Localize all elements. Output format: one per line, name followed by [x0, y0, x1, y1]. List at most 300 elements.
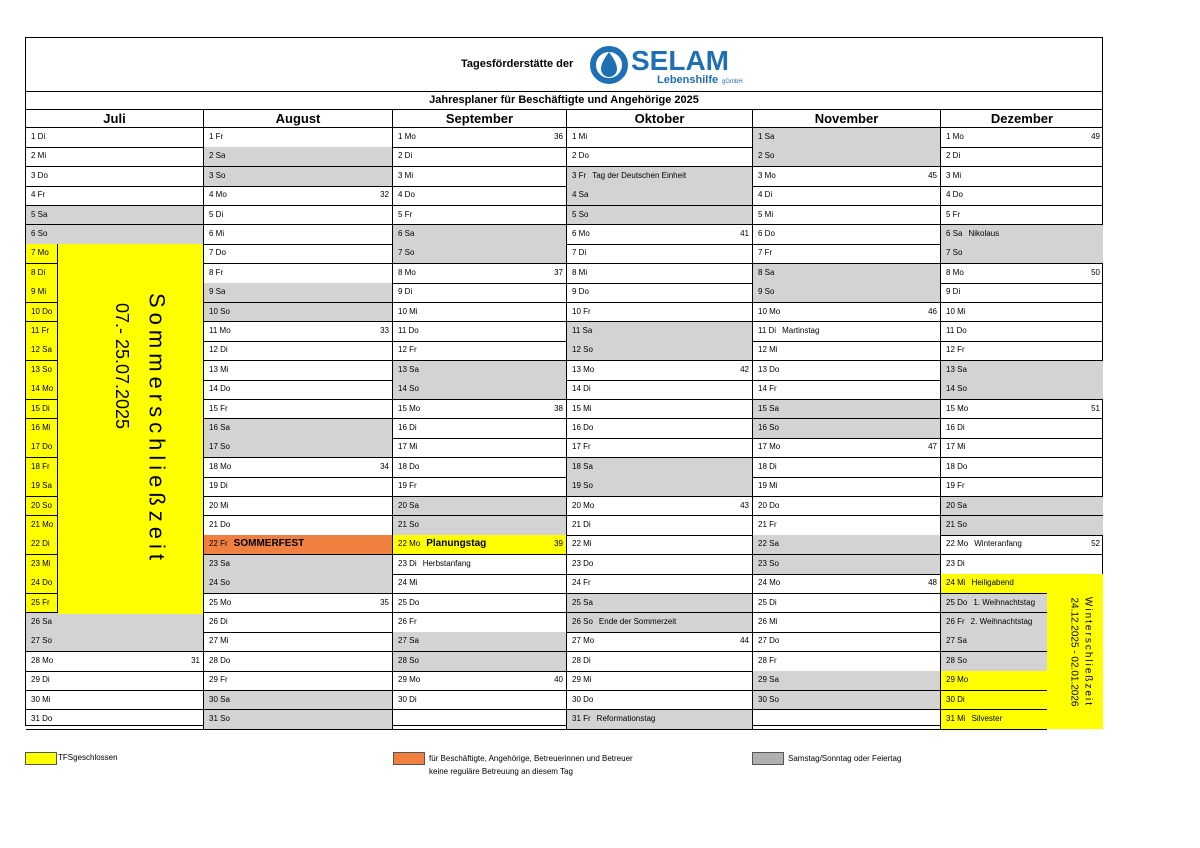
day-cell [26, 497, 58, 517]
event-label: 2. Weihnachtstag [970, 617, 1033, 626]
day-label: 2 Sa [209, 151, 226, 161]
day-label: 9 Sa [209, 287, 226, 297]
day-cell [753, 535, 941, 555]
day-cell [393, 128, 567, 148]
week-number: 35 [380, 597, 389, 607]
day-label: 2 Di [946, 151, 961, 161]
day-cell [753, 652, 941, 672]
winter-break-band [1047, 574, 1103, 729]
day-cell [204, 322, 393, 342]
day-label: 16 Mi [31, 423, 51, 432]
day-label: 16 Di [398, 423, 417, 432]
legend-weekend-swatch [752, 752, 784, 765]
day-label: 1 Mi [572, 132, 588, 141]
day-label: 6 Sa Nikolaus [946, 229, 1000, 238]
day-label: 10 Mo [758, 306, 781, 316]
legend-closed-label: TFSgeschlossen [58, 753, 118, 762]
day-label: 2 Mi [31, 151, 47, 161]
day-label: 8 Mo [946, 267, 964, 277]
day-cell [753, 341, 941, 361]
day-cell [204, 225, 393, 245]
day-label: 5 Sa [31, 209, 48, 219]
week-number: 43 [740, 500, 749, 510]
day-cell [26, 225, 204, 245]
day-label: 4 Do [946, 190, 963, 200]
day-label: 18 Di [758, 461, 777, 471]
day-label: 10 Fr [572, 306, 591, 316]
day-cell [26, 380, 58, 400]
day-label: 20 Sa [398, 500, 419, 510]
day-cell [753, 206, 941, 226]
day-cell [393, 341, 567, 361]
day-cell [753, 555, 941, 575]
day-cell [393, 477, 567, 497]
day-cell [204, 186, 393, 206]
day-label: 30 Di [398, 694, 417, 704]
day-cell [393, 555, 567, 575]
day-label: 20 Do [758, 500, 780, 510]
day-cell [393, 691, 567, 711]
day-label: 30 Mi [31, 694, 51, 704]
day-cell [567, 128, 753, 148]
event-label: Nikolaus [968, 229, 1000, 238]
day-label: 13 So [31, 364, 52, 374]
day-cell [204, 167, 393, 187]
day-label: 11 Di Martinstag [758, 326, 820, 335]
week-number: 47 [928, 442, 937, 452]
day-label: 19 Di [209, 481, 228, 491]
day-cell [753, 574, 941, 594]
day-cell [941, 516, 1103, 536]
day-cell [393, 671, 567, 691]
week-number: 44 [740, 636, 749, 646]
day-cell [26, 555, 58, 575]
day-label: 28 So [398, 655, 419, 665]
day-label: 24 So [209, 578, 230, 588]
day-label: 25 Do 1. Weihnachtstag [946, 597, 1036, 607]
day-label: 5 So [572, 209, 589, 219]
day-cell [941, 361, 1103, 381]
day-cell [204, 147, 393, 167]
day-cell [204, 438, 393, 458]
day-label: 26 Di [209, 617, 228, 626]
day-cell [567, 458, 753, 478]
day-cell [753, 147, 941, 167]
event-label: Herbstanfang [422, 558, 471, 568]
day-label: 23 So [758, 558, 779, 568]
day-cell [567, 691, 753, 711]
day-cell [753, 632, 941, 652]
day-label: 30 Di [946, 694, 965, 704]
day-label: 2 Do [572, 151, 589, 161]
day-cell [26, 691, 204, 711]
month-header-oktober: Oktober [567, 110, 753, 128]
day-label: 21 Di [572, 520, 591, 529]
day-cell [393, 167, 567, 187]
day-cell [753, 167, 941, 187]
day-label: 20 Sa [946, 500, 967, 510]
day-cell [393, 361, 567, 381]
day-cell [941, 264, 1103, 284]
day-label: 16 Di [946, 423, 965, 432]
week-number: 45 [928, 170, 937, 180]
day-label: 9 Do [572, 287, 589, 297]
day-label: 21 Mo [31, 520, 54, 529]
week-number: 32 [380, 190, 389, 200]
legend-event-line2: keine reguläre Betreuung an diesem Tag [429, 767, 573, 776]
day-label: 4 Di [758, 190, 773, 200]
winter-break-dates: 24.12.2025 - 02.01.2026 [1069, 597, 1080, 707]
day-label: 26 Sa [31, 617, 52, 626]
day-cell [753, 186, 941, 206]
day-label: 29 Mi [572, 675, 592, 685]
legend-event-line1: für Beschäftigte, Angehörige, Betreuerinnen und Betreuer [429, 754, 633, 763]
day-label: 13 Sa [946, 364, 967, 374]
day-cell [753, 594, 941, 614]
day-cell [567, 594, 753, 614]
day-label: 24 Mi Heiligabend [946, 578, 1014, 588]
day-label: 16 Sa [209, 423, 230, 432]
day-label: 25 Fr [31, 597, 50, 607]
day-label: 23 Di Herbstanfang [398, 558, 471, 568]
day-cell [393, 380, 567, 400]
day-label: 26 Fr [398, 617, 417, 626]
week-number: 46 [928, 306, 937, 316]
day-cell [393, 147, 567, 167]
day-cell [753, 283, 941, 303]
day-cell [204, 632, 393, 652]
day-cell [567, 497, 753, 517]
day-label: 20 Mi [209, 500, 229, 510]
day-cell [567, 225, 753, 245]
day-label: 13 Sa [398, 364, 419, 374]
day-label: 4 Fr [31, 190, 46, 200]
day-cell [204, 477, 393, 497]
day-label: 29 Di [31, 675, 50, 685]
day-label: 10 Mi [946, 306, 966, 316]
selam-logo [589, 43, 749, 87]
day-cell [26, 361, 58, 381]
day-label: 27 Mo [572, 636, 595, 646]
day-label: 25 Sa [572, 597, 593, 607]
week-number: 34 [380, 461, 389, 471]
day-cell [204, 594, 393, 614]
day-cell [204, 361, 393, 381]
day-label: 14 Do [209, 384, 231, 394]
day-label: 5 Fr [398, 209, 413, 219]
day-label: 2 So [758, 151, 775, 161]
day-cell [753, 458, 941, 478]
day-cell [26, 710, 204, 730]
day-cell [204, 710, 393, 730]
day-label: 27 Sa [398, 636, 419, 646]
day-cell [941, 477, 1103, 497]
day-label: 15 Mi [572, 403, 592, 413]
day-label: 30 Do [572, 694, 594, 704]
day-cell [393, 303, 567, 323]
day-label: 22 Di [31, 539, 50, 549]
day-label: 11 Fr [31, 326, 50, 335]
day-cell [753, 419, 941, 439]
day-label: 6 Do [758, 229, 775, 238]
event-label: SOMMERFEST [233, 538, 305, 550]
day-label: 22 Fr SOMMERFEST [209, 538, 305, 550]
day-label: 16 Do [572, 423, 594, 432]
day-label: 21 Fr [758, 520, 777, 529]
planner-title: Jahresplaner für Beschäftigte und Angehörige 2025 [26, 91, 1102, 110]
day-cell [941, 186, 1103, 206]
day-label: 12 Sa [31, 345, 52, 355]
day-cell [753, 361, 941, 381]
day-cell [26, 244, 58, 264]
day-label: 7 So [946, 248, 963, 258]
day-label: 1 Mo [398, 132, 416, 141]
day-label: 22 Mi [572, 539, 592, 549]
day-cell [941, 303, 1103, 323]
day-cell [753, 497, 941, 517]
day-label: 28 Fr [758, 655, 777, 665]
day-label: 15 Sa [758, 403, 779, 413]
legend-event-swatch [393, 752, 425, 765]
day-cell [393, 419, 567, 439]
day-cell [567, 283, 753, 303]
week-number: 48 [928, 578, 937, 588]
day-cell [204, 400, 393, 420]
week-number: 41 [740, 229, 749, 238]
day-cell [941, 244, 1103, 264]
day-cell [753, 128, 941, 148]
day-label: 29 Sa [758, 675, 779, 685]
day-cell [753, 691, 941, 711]
summer-break-band [58, 244, 204, 614]
day-cell [393, 613, 567, 633]
day-cell [204, 419, 393, 439]
day-cell [204, 380, 393, 400]
week-number: 40 [554, 675, 563, 685]
day-label: 11 Sa [572, 326, 593, 335]
day-cell [204, 535, 393, 555]
day-label: 17 Fr [572, 442, 591, 452]
day-cell [393, 206, 567, 226]
week-number: 50 [1091, 267, 1100, 277]
day-cell [941, 497, 1103, 517]
day-cell [393, 710, 567, 730]
day-label: 11 Mo [209, 326, 231, 335]
week-number: 38 [554, 403, 563, 413]
day-label: 30 Sa [209, 694, 230, 704]
day-cell [204, 555, 393, 575]
day-cell [753, 264, 941, 284]
day-cell [567, 671, 753, 691]
day-label: 31 So [209, 714, 230, 723]
day-label: 17 Mi [946, 442, 966, 452]
day-cell [567, 206, 753, 226]
day-label: 9 Mi [31, 287, 47, 297]
day-label: 12 So [572, 345, 593, 355]
day-cell [753, 400, 941, 420]
day-label: 10 So [209, 306, 230, 316]
logo-main: SELAM [631, 45, 729, 76]
day-cell [567, 341, 753, 361]
day-cell [26, 574, 58, 594]
day-label: 13 Do [758, 364, 780, 374]
day-cell [567, 264, 753, 284]
day-label: 9 Di [946, 287, 961, 297]
month-header-juli: Juli [26, 110, 204, 128]
day-label: 28 Mo [31, 655, 54, 665]
day-label: 23 Do [572, 558, 594, 568]
day-cell [393, 264, 567, 284]
day-cell [753, 516, 941, 536]
day-cell [393, 497, 567, 517]
day-cell [26, 186, 204, 206]
day-label: 26 Mi [758, 617, 778, 626]
calendar-frame [25, 37, 1103, 726]
week-number: 42 [740, 364, 749, 374]
day-cell [941, 555, 1103, 575]
day-label: 8 Sa [758, 267, 775, 277]
day-label: 29 Fr [209, 675, 228, 685]
day-label: 7 Fr [758, 248, 773, 258]
day-cell [941, 128, 1103, 148]
day-label: 24 Mo [758, 578, 781, 588]
day-cell [753, 671, 941, 691]
day-cell [941, 438, 1103, 458]
day-cell [567, 438, 753, 458]
day-cell [567, 535, 753, 555]
day-label: 25 Mo [209, 597, 232, 607]
day-cell [26, 516, 58, 536]
day-label: 29 Mo [946, 675, 969, 685]
day-label: 17 So [209, 442, 230, 452]
day-cell [567, 147, 753, 167]
day-label: 31 Fr Reformationstag [572, 714, 656, 723]
day-label: 6 So [31, 229, 48, 238]
day-label: 9 So [758, 287, 775, 297]
day-label: 3 So [209, 170, 226, 180]
day-label: 19 Mi [758, 481, 778, 491]
event-label: Martinstag [782, 326, 820, 335]
day-cell [393, 322, 567, 342]
day-cell [753, 477, 941, 497]
day-label: 18 Fr [31, 461, 50, 471]
day-cell [941, 535, 1103, 555]
day-cell [941, 691, 1047, 711]
day-label: 12 Fr [398, 345, 417, 355]
day-cell [204, 128, 393, 148]
day-cell [26, 147, 204, 167]
legend-weekend-label: Samstag/Sonntag oder Feiertag [788, 754, 902, 763]
event-label: Planungstag [426, 538, 487, 550]
day-label: 8 Mo [398, 267, 416, 277]
day-label: 23 Mi [31, 558, 51, 568]
day-label: 18 Sa [572, 461, 593, 471]
day-cell [393, 516, 567, 536]
day-cell [941, 225, 1103, 245]
month-header-november: November [753, 110, 941, 128]
day-label: 19 Fr [946, 481, 965, 491]
day-label: 3 Fr Tag der Deutschen Einheit [572, 170, 687, 180]
week-number: 49 [1091, 132, 1100, 141]
day-cell [26, 322, 58, 342]
day-cell [204, 341, 393, 361]
day-label: 30 So [758, 694, 779, 704]
day-cell [393, 632, 567, 652]
event-label: Winteranfang [974, 539, 1022, 549]
day-label: 2 Di [398, 151, 413, 161]
day-cell [204, 303, 393, 323]
day-cell [26, 594, 58, 614]
day-cell [204, 691, 393, 711]
day-cell [26, 264, 58, 284]
day-cell [26, 652, 204, 672]
header [26, 38, 1102, 92]
org-label: Tagesförderstätte der [461, 58, 574, 70]
day-label: 14 Fr [758, 384, 777, 394]
day-label: 19 Sa [31, 481, 52, 491]
day-cell [941, 458, 1103, 478]
day-cell [941, 380, 1103, 400]
day-cell [941, 322, 1103, 342]
week-number: 37 [554, 267, 563, 277]
day-label: 13 Mi [209, 364, 229, 374]
day-cell [393, 652, 567, 672]
day-cell [567, 322, 753, 342]
day-cell [393, 458, 567, 478]
day-label: 18 Do [946, 461, 968, 471]
day-cell [26, 128, 204, 148]
day-label: 7 So [398, 248, 415, 258]
day-label: 28 So [946, 655, 967, 665]
day-cell [204, 244, 393, 264]
day-cell [204, 652, 393, 672]
day-label: 24 Do [31, 578, 53, 588]
day-label: 17 Mi [398, 442, 418, 452]
day-label: 21 So [398, 520, 419, 529]
day-label: 20 Mo [572, 500, 595, 510]
day-cell [26, 419, 58, 439]
day-label: 15 Di [31, 403, 50, 413]
day-cell [941, 147, 1103, 167]
day-label: 18 Do [398, 461, 420, 471]
day-label: 4 Do [398, 190, 415, 200]
day-label: 7 Do [209, 248, 226, 258]
day-label: 4 Mo [209, 190, 227, 200]
week-number: 36 [554, 132, 563, 141]
day-label: 10 Mi [398, 306, 418, 316]
day-cell [26, 477, 58, 497]
day-label: 1 Mo [946, 132, 964, 141]
day-cell [567, 632, 753, 652]
event-label: 1. Weihnachtstag [973, 597, 1036, 607]
day-label: 18 Mo [209, 461, 232, 471]
week-number: 39 [554, 539, 563, 549]
day-cell [567, 361, 753, 381]
logo-sub-suffix: gGmbH [722, 79, 743, 85]
day-label: 5 Mi [758, 209, 774, 219]
month-header-dezember: Dezember [941, 110, 1103, 128]
day-cell [204, 574, 393, 594]
day-label: 27 So [31, 636, 52, 646]
day-label: 7 Mo [31, 248, 49, 258]
day-label: 25 Do [398, 597, 420, 607]
day-cell [941, 400, 1103, 420]
logo-sub: Lebenshilfe [657, 74, 719, 86]
day-label: 15 Mo [946, 403, 969, 413]
day-cell [26, 535, 58, 555]
day-cell [753, 225, 941, 245]
day-cell [941, 283, 1103, 303]
